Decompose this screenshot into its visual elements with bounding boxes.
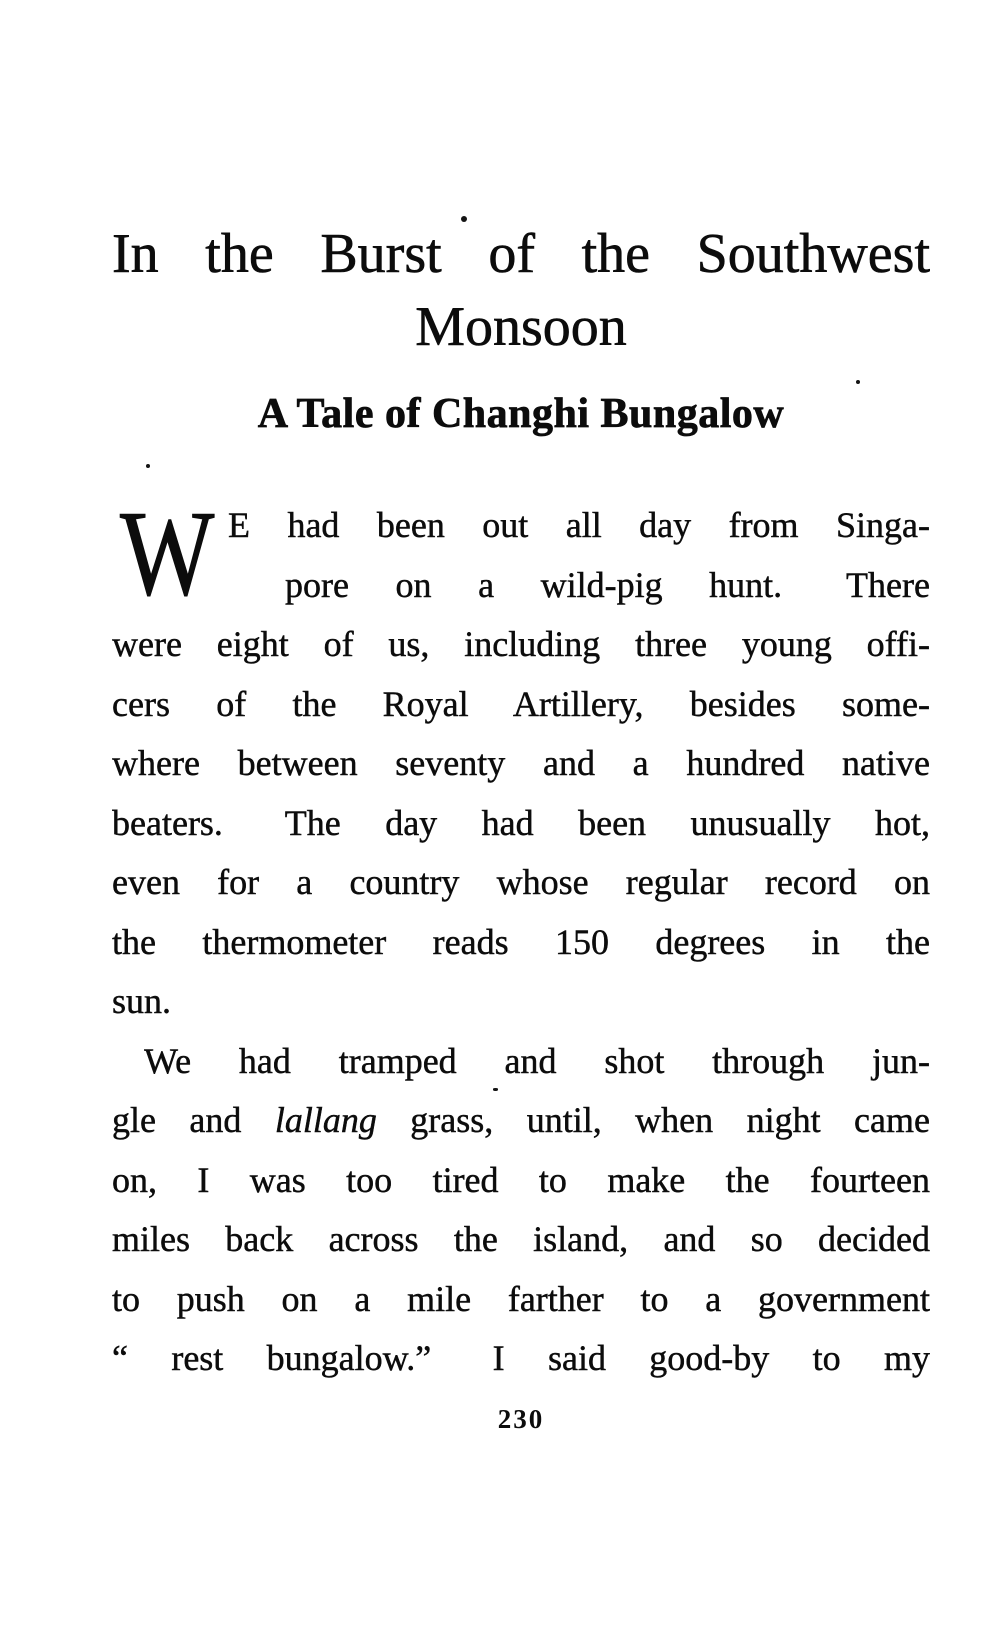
scan-speck	[146, 464, 150, 468]
text-line: on, I was too tired to make the fourteen	[112, 1159, 930, 1200]
page-number: 230	[497, 1404, 545, 1434]
text-line: pore on a wild-pig hunt. There	[285, 564, 930, 605]
text-line: cers of the Royal Artillery, besides some-	[112, 683, 930, 724]
text-line: the thermometer reads 150 degrees in the	[112, 921, 930, 962]
italic-term: lallang	[274, 1100, 377, 1140]
text-line: We had tramped and shot through jun-	[144, 1040, 930, 1081]
text-line: E had been out all day from Singa-	[228, 505, 930, 545]
drop-cap: W	[120, 486, 215, 621]
text-line	[112, 1091, 930, 1151]
text-segment: grass, until, when night came	[376, 1100, 930, 1140]
text-segment: gle and	[112, 1100, 275, 1140]
text-line: beaters. The day had been unusually hot,	[112, 802, 930, 843]
chapter-subtitle: A Tale of Changhi Bungalow	[257, 391, 785, 437]
page-body	[112, 496, 930, 1389]
chapter-title-line-1: In the Burst of the Southwest	[112, 223, 930, 285]
text-line: even for a country whose regular record on	[112, 862, 930, 902]
chapter-title-line-2: Monsoon	[415, 296, 627, 358]
text-line: were eight of us, including three young offi-	[112, 624, 930, 664]
scan-speck	[856, 380, 860, 384]
text-line: “ rest bungalow.” I said good-by to my	[112, 1338, 930, 1378]
text-line: where between seventy and a hundred native	[112, 743, 930, 783]
text-line: miles back across the island, and so decided	[112, 1219, 930, 1259]
text-line: sun.	[112, 981, 172, 1021]
text-line: to push on a mile farther to a government	[112, 1278, 930, 1319]
